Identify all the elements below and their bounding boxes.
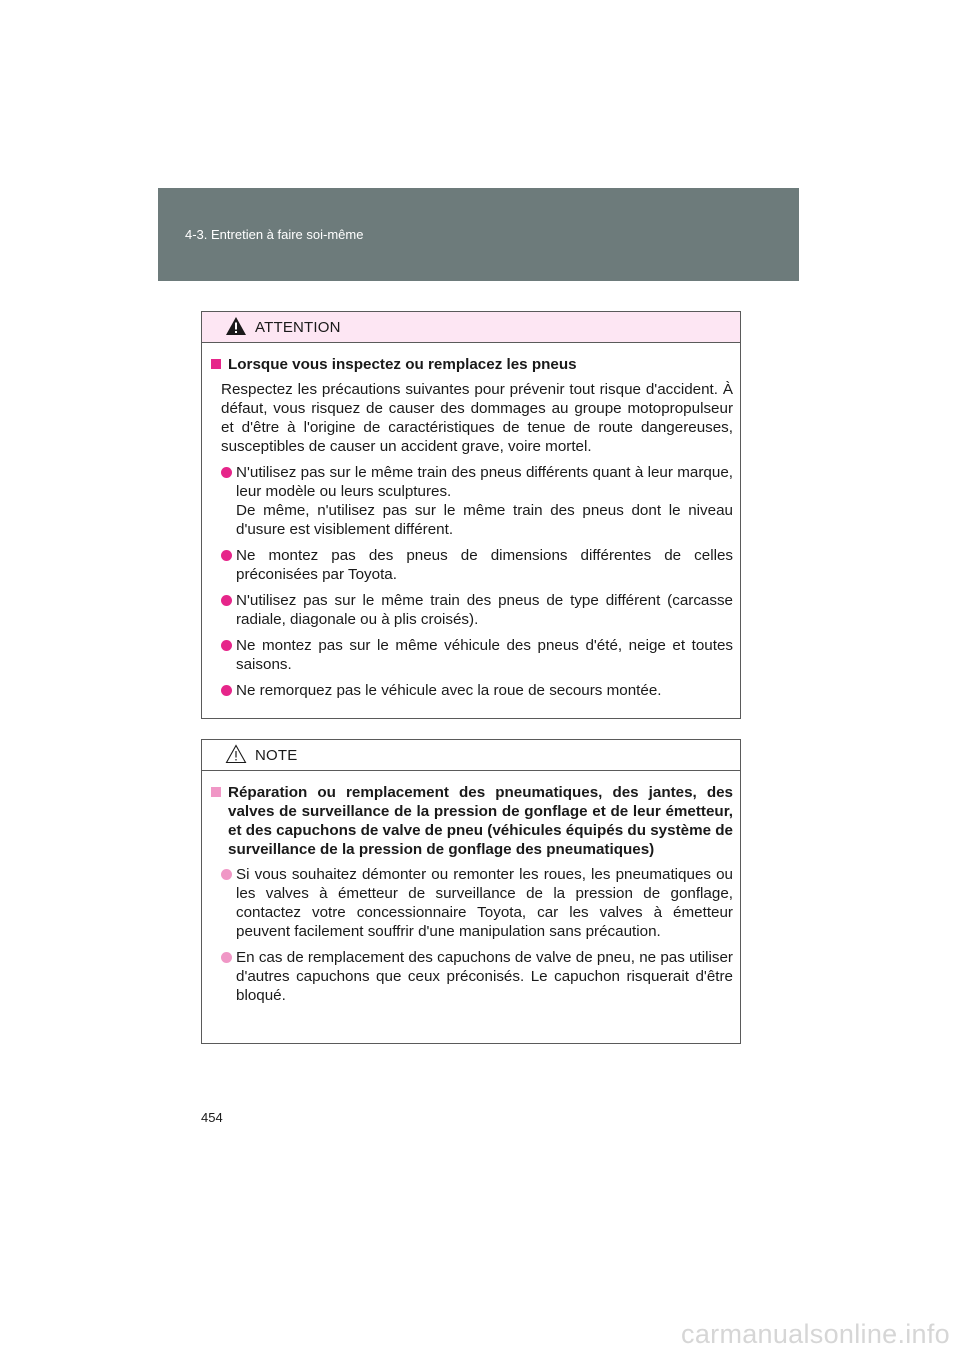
round-bullet-icon xyxy=(221,869,232,880)
note-bullet-text: En cas de remplacement des capuchons de valve de pneu, ne pas utiliser d'autres capuchons que ceux préconisés. Le capuchon risquerait d'être bloqué. xyxy=(236,949,733,1004)
note-bullet xyxy=(221,865,733,941)
round-bullet-icon xyxy=(221,550,232,561)
watermark: carmanualsonline.info xyxy=(681,1319,950,1349)
warning-bullet-text: Ne montez pas des pneus de dimensions différentes de celles préconisées par Toyota. xyxy=(236,547,733,583)
warning-heading-text: Lorsque vous inspectez ou remplacez les pneus xyxy=(228,356,577,373)
warning-box-body xyxy=(202,343,740,700)
square-bullet-icon xyxy=(211,359,221,369)
caution-outline-icon xyxy=(225,744,247,764)
warning-box xyxy=(201,311,741,719)
warning-bullet xyxy=(221,636,733,674)
round-bullet-icon xyxy=(221,685,232,696)
square-bullet-icon xyxy=(211,787,221,797)
note-bullet xyxy=(221,948,733,1005)
warning-title: ATTENTION xyxy=(255,319,341,336)
warning-bullet-text: N'utilisez pas sur le même train des pneus différents quant à leur marque, leur modèle ou leurs sculptures. xyxy=(236,464,733,500)
warning-bullet-text: Ne montez pas sur le même véhicule des pneus d'été, neige et toutes saisons. xyxy=(236,637,733,673)
round-bullet-icon xyxy=(221,595,232,606)
warning-intro: Respectez les précautions suivantes pour prévenir tout risque d'accident. À défaut, vous risquez de causer des dommages au groupe motopropulseur et d'être à l'origine de caractéristiques de tenue de route dangereuses, susceptibles de causer un accident grave, voire mortel. xyxy=(221,381,733,455)
round-bullet-icon xyxy=(221,467,232,478)
warning-bullet xyxy=(221,591,733,629)
note-box-header xyxy=(202,740,740,771)
warning-bullet xyxy=(221,546,733,584)
warning-heading xyxy=(211,355,733,374)
warning-triangle-icon xyxy=(225,316,247,336)
page-number: 454 xyxy=(201,1110,223,1125)
round-bullet-icon xyxy=(221,952,232,963)
warning-bullet xyxy=(221,681,733,700)
warning-bullet-text: De même, n'utilisez pas sur le même train des pneus dont le niveau d'usure est visiblement différent. xyxy=(236,502,733,538)
note-title: NOTE xyxy=(255,747,298,764)
warning-bullet xyxy=(221,463,733,539)
warning-bullet-text: Ne remorquez pas le véhicule avec la roue de secours montée. xyxy=(236,682,662,699)
note-box-body xyxy=(202,771,740,1005)
note-heading-text: Réparation ou remplacement des pneumatiques, des jantes, des valves de surveillance de la pression de gonflage et de leur émetteur, et des capuchons de valve de pneu (véhicules équipés du système de surveillance de la pression de gonflage des pneumatiques) xyxy=(228,784,733,858)
round-bullet-icon xyxy=(221,640,232,651)
warning-bullet-text: N'utilisez pas sur le même train des pneus de type différent (carcasse radiale, diagonale ou à plis croisés). xyxy=(236,592,733,628)
warning-box-header xyxy=(202,312,740,343)
note-bullet-text: Si vous souhaitez démonter ou remonter les roues, les pneumatiques ou les valves à émetteur de surveillance de la pression de gonflage, contactez votre concessionnaire Toyota, car les valves à émetteur peuvent facilement souffrir d'une manipulation sans précaution. xyxy=(236,866,733,940)
note-heading xyxy=(211,783,733,859)
section-header-bar xyxy=(158,188,799,281)
note-box xyxy=(201,739,741,1044)
section-title: 4-3. Entretien à faire soi-même xyxy=(185,227,364,242)
